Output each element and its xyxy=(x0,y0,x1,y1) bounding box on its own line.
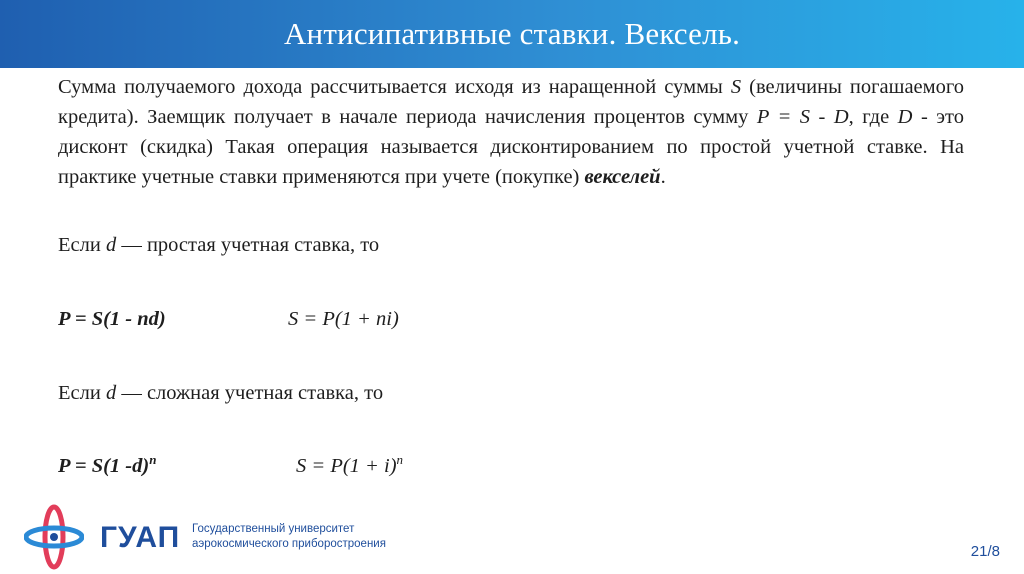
page-number: 21/8 xyxy=(970,543,1000,560)
compound-formula-2: $S = P(1 + i)^n$ xyxy=(296,452,404,477)
discount-equation: P = S - D xyxy=(756,106,849,128)
logo-wordmark: ГУАП xyxy=(100,521,181,554)
compound-rate-intro: Если d — сложная учетная ставка, то xyxy=(58,382,384,404)
body-paragraph: Сумма получаемого дохода рассчитывается исходя из наращенной суммы S (величины погашаемого кредита). Заемщик получает в начале периода начисления процентов сумму P = S - D, где D - это дисконт (скидка) Такая операция называется дисконтированием по простой учетной ставке. На практике учетные ставки применяются при учете (покупке) векселей. xyxy=(58,76,965,188)
simple-formula-1: P = S(1 - nd) xyxy=(58,308,166,330)
slide-title: Антисипативные ставки. Вексель. xyxy=(283,16,741,51)
slide-body xyxy=(58,72,964,192)
compound-formulas xyxy=(58,452,404,478)
simple-formulas xyxy=(58,308,399,331)
university-logo xyxy=(24,503,444,573)
bold-term: векселей xyxy=(584,166,661,188)
logo-subtitle: Государственный университет аэрокосмического приборостроения xyxy=(192,523,386,550)
simple-rate-intro: Если d — простая учетная ставка, то xyxy=(58,234,380,256)
compound-formula-1: P = S(1 -d)$^n$ xyxy=(58,452,157,477)
logo-emblem-icon xyxy=(24,503,84,571)
simple-formula-2: S = P(1 + ni) xyxy=(288,308,399,330)
slide-header xyxy=(0,0,1024,68)
